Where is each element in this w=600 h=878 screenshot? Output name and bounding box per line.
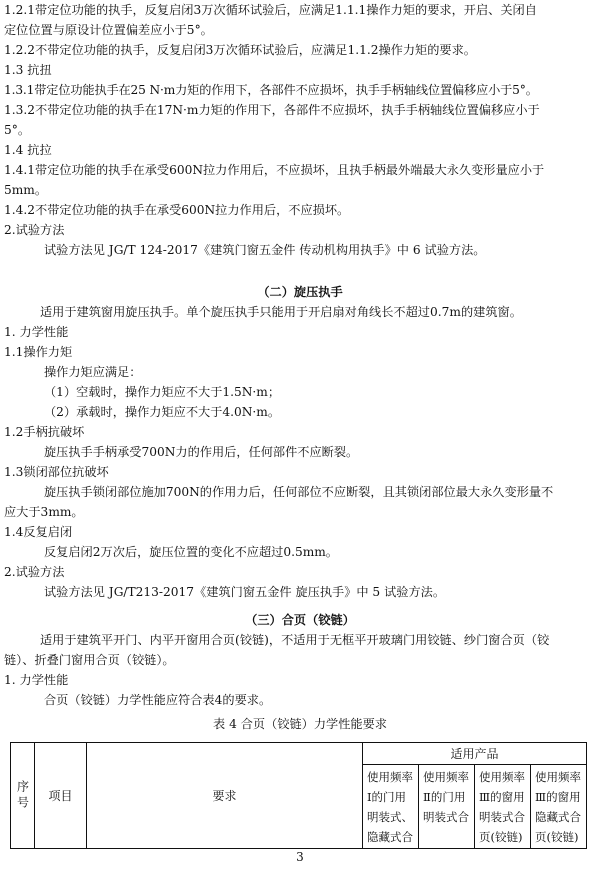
table-header-product-1: 使用频率Ⅰ的门用明装式、隐藏式合: [363, 765, 419, 849]
heading-mechanical-1: 1. 力学性能: [4, 325, 69, 339]
table-header-products: 适用产品: [363, 743, 587, 765]
torque-requirement: 操作力矩应满足：: [44, 365, 142, 379]
table-header-product-2: 使用频率Ⅱ的门用明装式合: [419, 765, 475, 849]
heading-1-3: 1.3 抗扭: [4, 63, 52, 77]
heading-1-4: 1.4 抗拉: [4, 143, 52, 157]
heading-test-method-1: 2.试验方法: [4, 223, 65, 237]
clause-1-2-1-line2: 定位位置与原设计位置偏差应小于5°。: [4, 23, 213, 37]
clause-1-2-2: 1.2.2不带定位功能的执手，反复启闭3万次循环试验后，应满足1.1.2操作力矩的要求。: [4, 43, 476, 57]
section-title-rotary-handle: （二）旋压执手: [257, 285, 343, 299]
table-header-seq: 序号: [11, 743, 35, 849]
heading-1-1-torque: 1.1操作力矩: [4, 345, 73, 359]
scope-hinge-line2: 链）、折叠门窗用合页（铰链）。: [4, 653, 175, 667]
heading-1-2-handle: 1.2手柄抗破坏: [4, 425, 85, 439]
torque-load: （2）承载时，操作力矩应不大于4.0N·m。: [44, 405, 281, 419]
handle-resist-text: 旋压执手手柄承受700N力的作用后，任何部件不应断裂。: [44, 445, 359, 459]
clause-1-3-2-line1: 1.3.2不带定位功能的执手在17N·m力矩的作用下，各部件不应损坏，执手手柄轴线位置偏移应小于: [4, 103, 540, 117]
test-method-text-2: 试验方法见 JG/T213-2017《建筑门窗五金件 旋压执手》中 5 试验方法。: [44, 585, 446, 599]
section-title-hinge: （三）合页（铰链）: [245, 613, 355, 627]
clause-1-2-1-line1: 1.2.1带定位功能的执手，反复启闭3万次循环试验后，应满足1.1.1操作力矩的要求，开启、关闭自: [4, 3, 537, 17]
clause-1-4-2: 1.4.2不带定位功能的执手在承受600N拉力作用后，不应损坏。: [4, 203, 350, 217]
table-header-item: 项目: [35, 743, 87, 849]
hinge-requirement-text: 合页（铰链）力学性能应符合表4的要求。: [44, 693, 272, 707]
heading-1-3-lock: 1.3锁闭部位抗破坏: [4, 465, 109, 479]
torque-no-load: （1）空载时，操作力矩应不大于1.5N·m；: [44, 385, 281, 399]
hinge-performance-table: [10, 742, 587, 849]
scope-hinge-line1: 适用于建筑平开门、内平开窗用合页(铰链)，不适用于无框平开玻璃门用铰链、纱门窗合页（铰: [40, 633, 550, 647]
page-number: 3: [296, 850, 304, 864]
heading-test-method-2: 2.试验方法: [4, 565, 65, 579]
scope-rotary-handle: 适用于建筑窗用旋压执手。单个旋压执手只能用于开启扇对角线长不超过0.7m的建筑窗。: [40, 305, 522, 319]
lock-resist-line2: 应大于3mm。: [4, 505, 84, 519]
clause-1-3-1: 1.3.1带定位功能执手在25 N·m力矩的作用下，各部件不应损坏，执手手柄轴线位置偏移应小于5°。: [4, 83, 538, 97]
table-caption: 表 4 合页（铰链）力学性能要求: [213, 717, 387, 731]
heading-mechanical-2: 1. 力学性能: [4, 673, 69, 687]
clause-1-4-1-line2: 5mm。: [4, 183, 48, 197]
table-header-requirement: 要求: [87, 743, 363, 849]
lock-resist-line1: 旋压执手锁闭部位施加700N的作用力后，任何部位不应断裂，且其锁闭部位最大永久变形量不: [44, 485, 554, 499]
clause-1-3-2-line2: 5°。: [4, 123, 31, 137]
heading-1-4-cycle: 1.4反复启闭: [4, 525, 73, 539]
table-header-product-3: 使用频率Ⅲ的窗用明装式合页(铰链): [475, 765, 531, 849]
test-method-text-1: 试验方法见 JG/T 124-2017《建筑门窗五金件 传动机构用执手》中 6 试验方法。: [44, 243, 486, 257]
cycle-text: 反复启闭2万次后，旋压位置的变化不应超过0.5mm。: [44, 545, 338, 559]
table-header-product-4: 使用频率Ⅲ的窗用隐藏式合页(铰链): [531, 765, 587, 849]
clause-1-4-1-line1: 1.4.1带定位功能的执手在承受600N拉力作用后，不应损坏，且执手柄最外端最大永久变形量应小于: [4, 163, 545, 177]
